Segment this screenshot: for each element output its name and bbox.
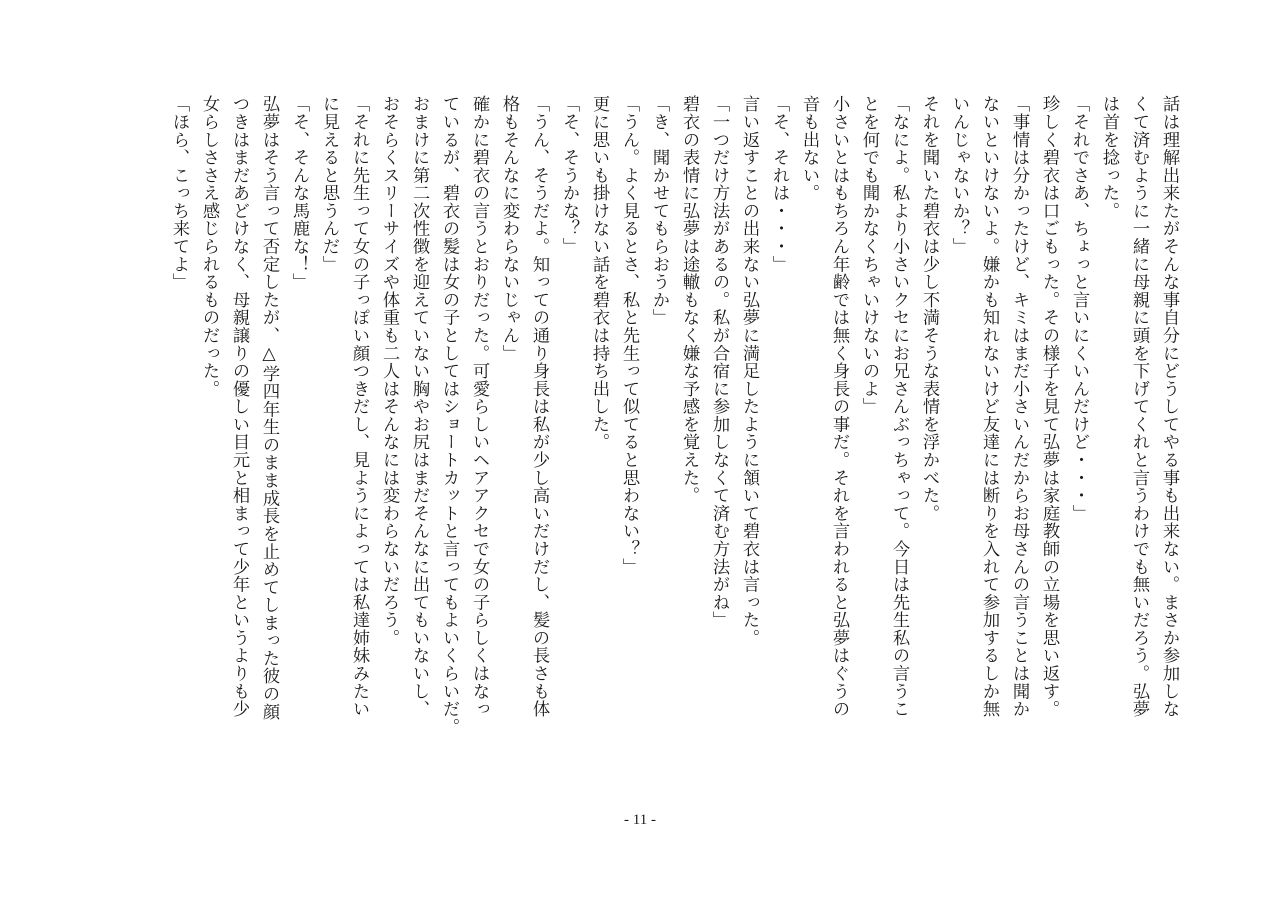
text-line: つきはまだあどけなく、母親譲りの優しい目元と相まって少年というよりも少 (229, 95, 249, 718)
text-line: 女らしささえ感じられるものだった。 (199, 95, 219, 398)
text-line: おそらくスリーサイズや体重も二人はそんなには変わらないだろう。 (379, 95, 399, 647)
text-line: 珍しく碧衣は口ごもった。その様子を見て弘夢は家庭教師の立場を思い返す。 (1039, 95, 1059, 718)
text-line: 「ほら、こっち来てよ」 (169, 95, 189, 291)
text-line: 「うん。よく見るとさ、私と先生って似てると思わない？」 (619, 95, 639, 576)
text-line: 「一つだけ方法があるの。私が合宿に参加しなくて済む方法がね」 (709, 95, 729, 629)
text-line: 「なによ。私より小さいクセにお兄さんぶっちゃって。今日は先生私の言うこ (889, 95, 909, 718)
text-line: 「そ、それは・・・」 (769, 95, 789, 273)
text-line: おまけに第二次性徴を迎えていない胸やお尻はまだそんなに出てもいないし、 (409, 95, 429, 718)
text-line: 話は理解出来たがそんな事自分にどうしてやる事も出来ない。まさか参加しな (1159, 95, 1179, 718)
text-line: は首を捻った。 (1099, 95, 1119, 220)
text-line: 「事情は分かったけど、キミはまだ小さいんだからお母さんの言うことは聞か (1009, 95, 1029, 718)
text-line: ているが、碧衣の髪は女の子としてはショートカットと言ってもよいくらいだ。 (439, 95, 459, 736)
text-line: 音も出ない。 (799, 95, 819, 202)
text-line: 更に思いも掛けない話を碧衣は持ち出した。 (589, 95, 609, 451)
text-line: 「それでさあ、ちょっと言いにくいんだけど・・・」 (1069, 95, 1089, 522)
text-line: 格もそんなに変わらないじゃん」 (499, 95, 519, 362)
page-number: - 11 - (624, 812, 656, 828)
text-line: 小さいとはもちろん年齢では無く身長の事だ。それを言われると弘夢はぐうの (829, 95, 849, 718)
text-line: 碧衣の表情に弘夢は途轍もなく嫌な予感を覚えた。 (679, 95, 699, 505)
vertical-text-body (114, 95, 1184, 810)
text-line: に見えると思うんだ」 (319, 95, 339, 273)
text-line: 弘夢はそう言って否定したが、△学四年生のまま成長を止めてしまった彼の顔 (259, 95, 279, 721)
text-line: 「そ、そんな馬鹿な！」 (289, 95, 309, 291)
text-line: ないといけないよ。嫌かも知れないけど友達には断りを入れて参加するしか無 (979, 95, 999, 718)
text-line: 「き、聞かせてもらおうか」 (649, 95, 669, 327)
text-line: 言い返すことの出来ない弘夢に満足したように頷いて碧衣は言った。 (739, 95, 759, 647)
text-line: それを聞いた碧衣は少し不満そうな表情を浮かべた。 (919, 95, 939, 522)
text-line: とを何でも聞かなくちゃいけないのよ」 (859, 95, 879, 416)
text-line: 「そ、そうかな？」 (559, 95, 579, 256)
text-line: いんじゃないか？」 (949, 95, 969, 256)
text-line: 「うん、そうだよ。知っての通り身長は私が少し高いだけだし、髪の長さも体 (529, 95, 549, 718)
text-line: 確かに碧衣の言うとおりだった。可愛らしいヘアアクセで女の子らしくはなっ (469, 95, 489, 718)
text-line: 「それに先生って女の子っぽい顔つきだし、見ようによっては私達姉妹みたい (349, 95, 369, 718)
text-line: くて済むように一緒に母親に頭を下げてくれと言うわけでも無いだろう。弘夢 (1129, 95, 1149, 718)
